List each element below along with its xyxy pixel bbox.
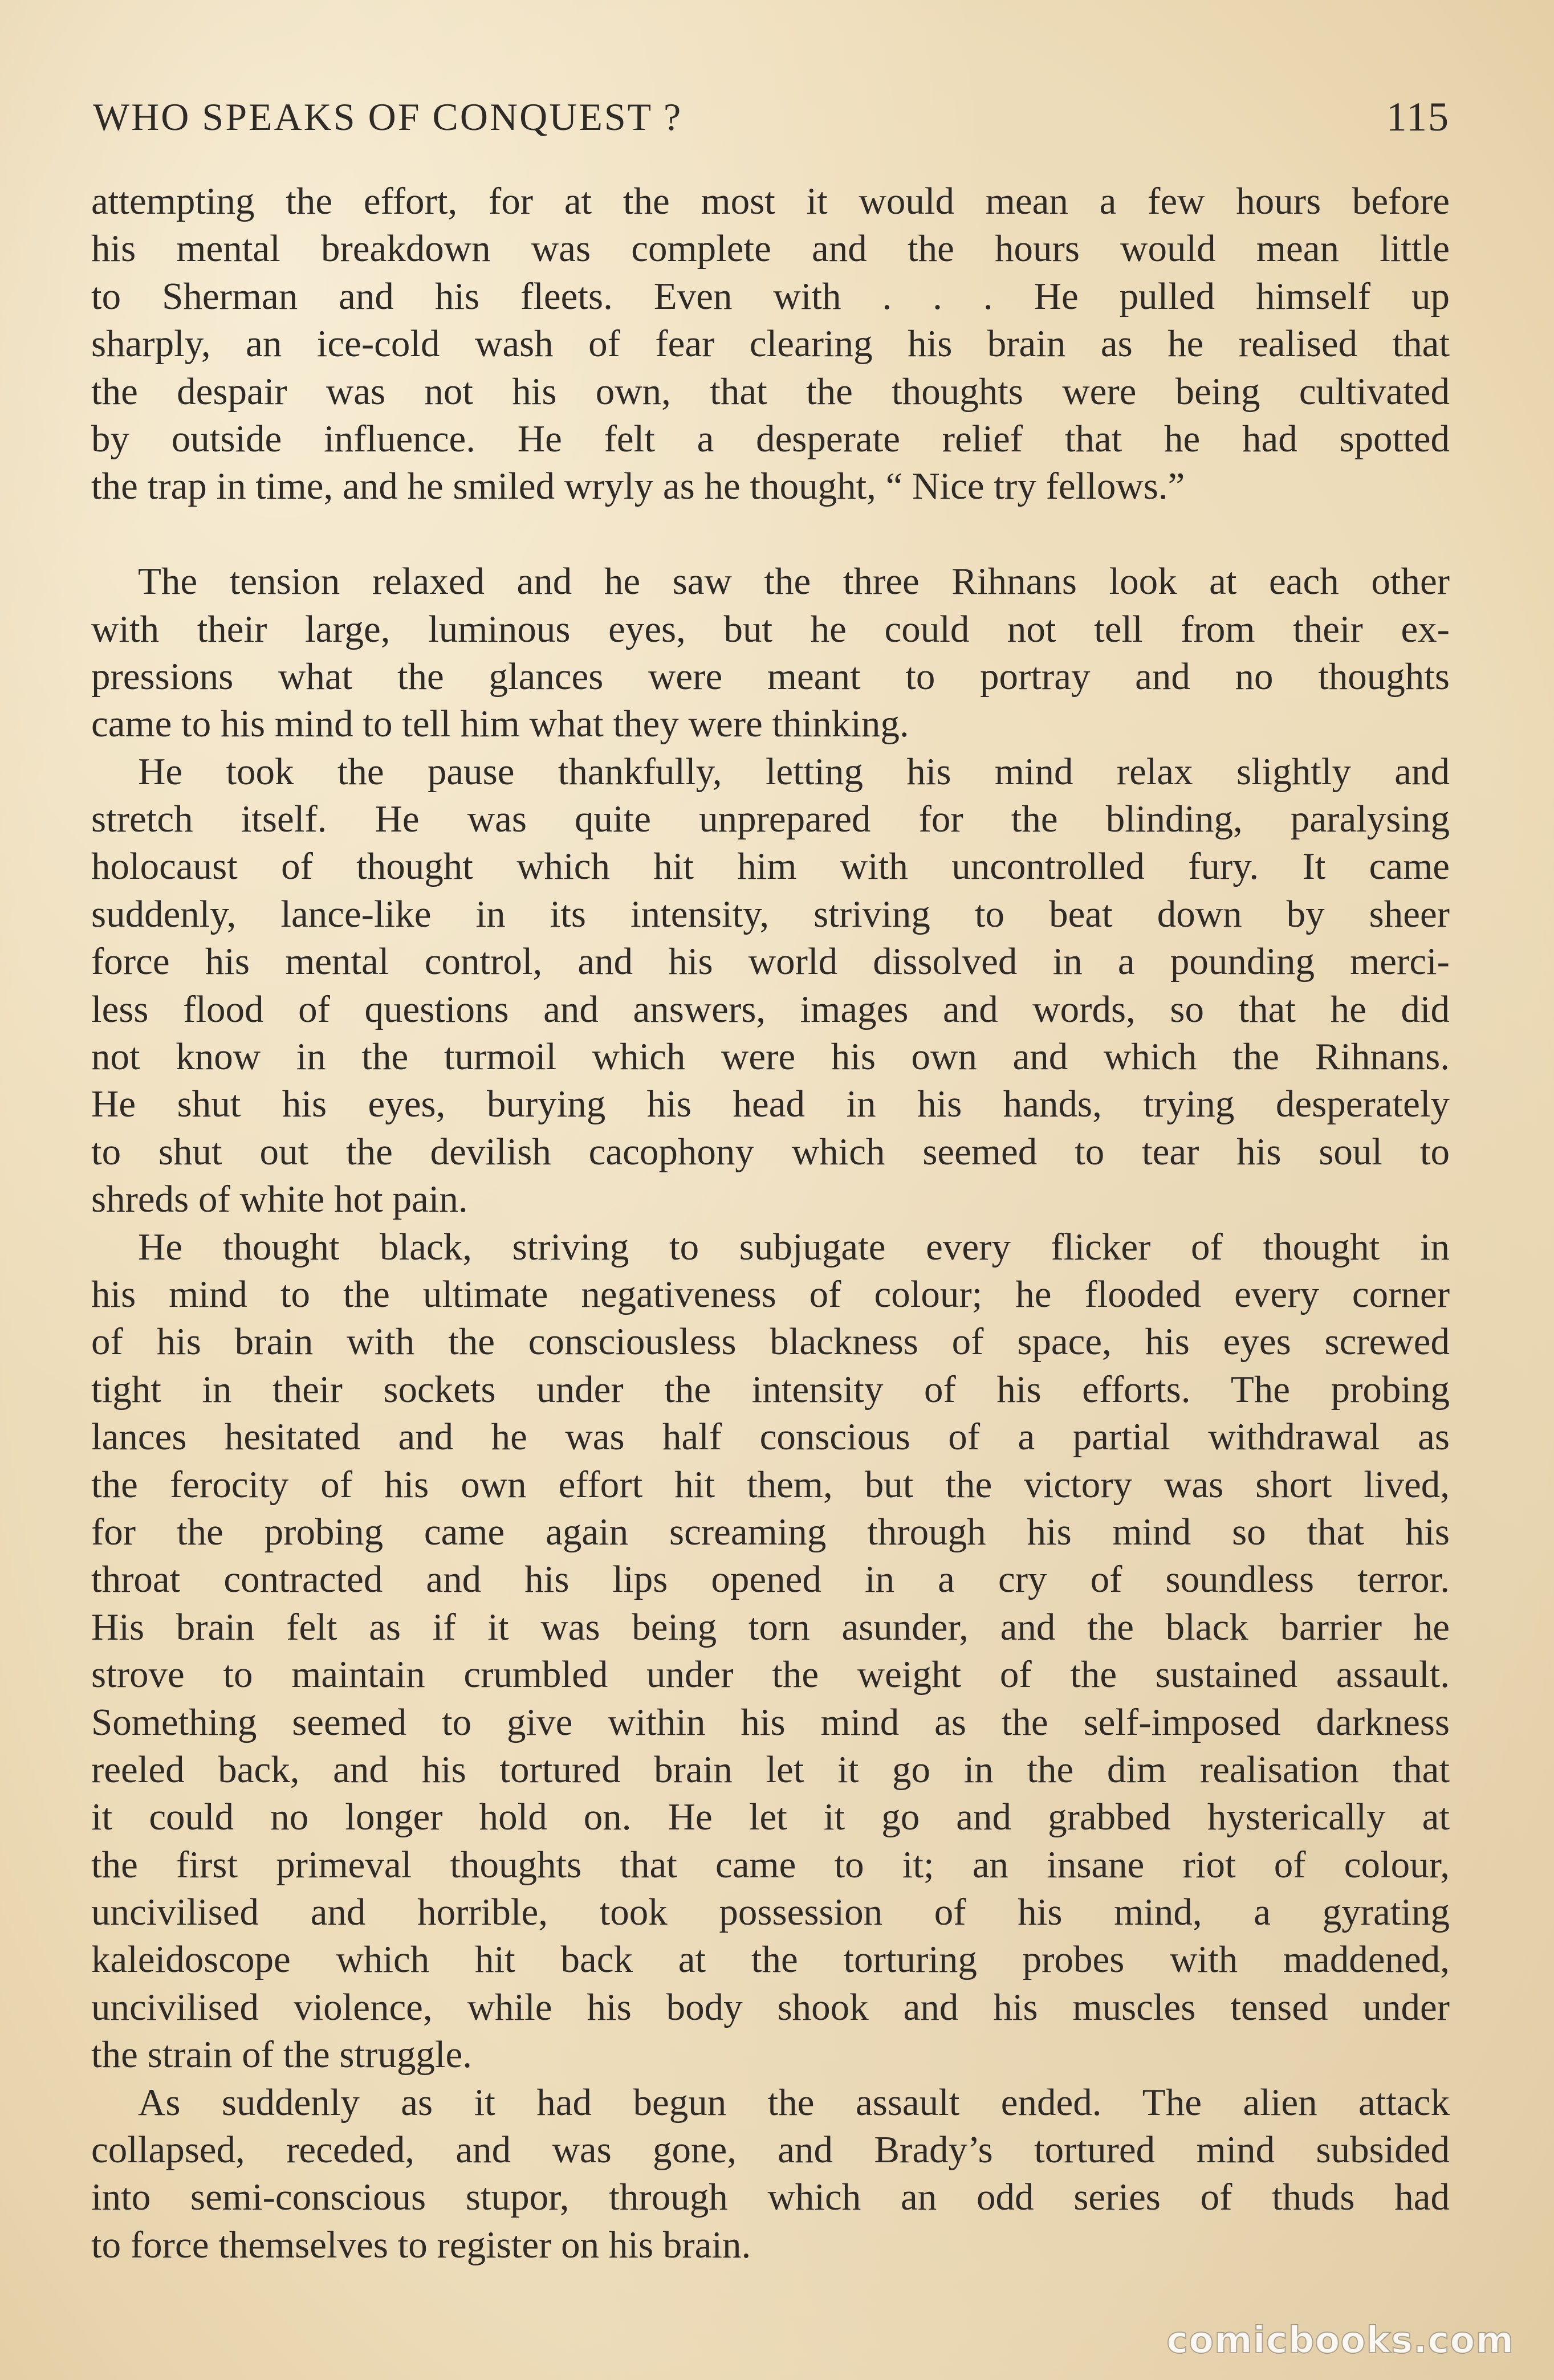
text-line: throat contracted and his lips opened in a cry of soundless terror. bbox=[91, 1558, 1450, 1601]
body-text bbox=[91, 178, 1450, 2269]
text-line: of his brain with the consciousless blackness of space, his eyes screwed bbox=[91, 1321, 1450, 1363]
paragraph bbox=[91, 748, 1450, 1224]
text-line: kaleidoscope which hit back at the torturing probes with maddened, bbox=[91, 1938, 1450, 1981]
text-line: sharply, an ice-cold wash of fear clearing his brain as he realised that bbox=[91, 323, 1450, 365]
text-line: uncivilised violence, while his body shook and his muscles tensed under bbox=[91, 1986, 1450, 2028]
text-line: the strain of the struggle. bbox=[91, 2033, 472, 2076]
text-line: by outside influence. He felt a desperate relief that he had spotted bbox=[91, 417, 1450, 460]
watermark-logo: comicbooks.com bbox=[1166, 2320, 1514, 2362]
page-number: 115 bbox=[1386, 94, 1450, 140]
page-header bbox=[93, 85, 1450, 148]
text-line: shreds of white hot pain. bbox=[91, 1178, 468, 1221]
text-line: He shut his eyes, burying his head in his hands, trying desperately bbox=[91, 1083, 1450, 1126]
text-line: suddenly, lance-like in its intensity, striving to beat down by sheer bbox=[91, 892, 1450, 935]
text-line: the trap in time, and he smiled wryly as he thought, “ Nice try fellows.” bbox=[91, 465, 1185, 508]
text-line: As suddenly as it had begun the assault ended. The alien attack bbox=[138, 2081, 1450, 2124]
text-line: reeled back, and his tortured brain let it go in the dim realisation that bbox=[91, 1748, 1450, 1791]
text-line: it could no longer hold on. He let it go and grabbed hysterically at bbox=[91, 1796, 1450, 1839]
paragraph bbox=[91, 1224, 1450, 2079]
text-line: for the probing came again screaming through his mind so that his bbox=[91, 1510, 1450, 1553]
text-line: pressions what the glances were meant to portray and no thoughts bbox=[91, 655, 1450, 698]
text-line: stretch itself. He was quite unprepared for the blinding, paralysing bbox=[91, 798, 1450, 841]
text-line: strove to maintain crumbled under the weight of the sustained assault. bbox=[91, 1653, 1450, 1696]
text-line: with their large, luminous eyes, but he could not tell from their ex- bbox=[91, 608, 1450, 650]
text-line: to Sherman and his fleets. Even with . . . He pulled himself up bbox=[91, 275, 1450, 317]
text-line: attempting the effort, for at the most it would mean a few hours before bbox=[91, 180, 1450, 222]
text-line: the ferocity of his own effort hit them, but the victory was short lived, bbox=[91, 1463, 1450, 1506]
text-line: force his mental control, and his world dissolved in a pounding merci- bbox=[91, 940, 1450, 983]
text-line: not know in the turmoil which were his own and which the Rihnans. bbox=[91, 1036, 1450, 1078]
paragraph bbox=[91, 178, 1450, 511]
text-line: into semi-conscious stupor, through which an odd series of thuds had bbox=[91, 2176, 1450, 2219]
text-line: His brain felt as if it was being torn asunder, and the black barrier he bbox=[91, 1605, 1450, 1648]
text-line: the despair was not his own, that the thoughts were being cultivated bbox=[91, 370, 1450, 413]
text-line: lances hesitated and he was half conscious of a partial withdrawal as bbox=[91, 1416, 1450, 1458]
text-line: The tension relaxed and he saw the three Rihnans look at each other bbox=[138, 560, 1450, 603]
text-line: came to his mind to tell him what they were thinking. bbox=[91, 703, 909, 745]
text-line: to shut out the devilish cacophony which seemed to tear his soul to bbox=[91, 1130, 1450, 1173]
section-break bbox=[91, 511, 1450, 558]
text-line: collapsed, receded, and was gone, and Brady’s tortured mind subsided bbox=[91, 2129, 1450, 2171]
text-line: the first primeval thoughts that came to it; an insane riot of colour, bbox=[91, 1843, 1450, 1886]
text-line: He took the pause thankfully, letting his mind relax slightly and bbox=[138, 750, 1450, 793]
text-line: his mental breakdown was complete and the hours would mean little bbox=[91, 227, 1450, 270]
text-line: uncivilised and horrible, took possession of his mind, a gyrating bbox=[91, 1891, 1450, 1934]
text-line: Something seemed to give within his mind as the self-imposed darkness bbox=[91, 1701, 1450, 1743]
running-head: WHO SPEAKS OF CONQUEST ? bbox=[93, 95, 683, 138]
text-line: his mind to the ultimate negativeness of colour; he flooded every corner bbox=[91, 1273, 1450, 1315]
paragraph bbox=[91, 558, 1450, 748]
text-line: less flood of questions and answers, images and words, so that he did bbox=[91, 988, 1450, 1030]
text-line: tight in their sockets under the intensity of his efforts. The probing bbox=[91, 1368, 1450, 1411]
text-line: holocaust of thought which hit him with uncontrolled fury. It came bbox=[91, 845, 1450, 888]
text-line: to force themselves to register on his brain. bbox=[91, 2223, 751, 2266]
text-line: He thought black, striving to subjugate every flicker of thought in bbox=[138, 1225, 1450, 1268]
paragraph bbox=[91, 2079, 1450, 2269]
